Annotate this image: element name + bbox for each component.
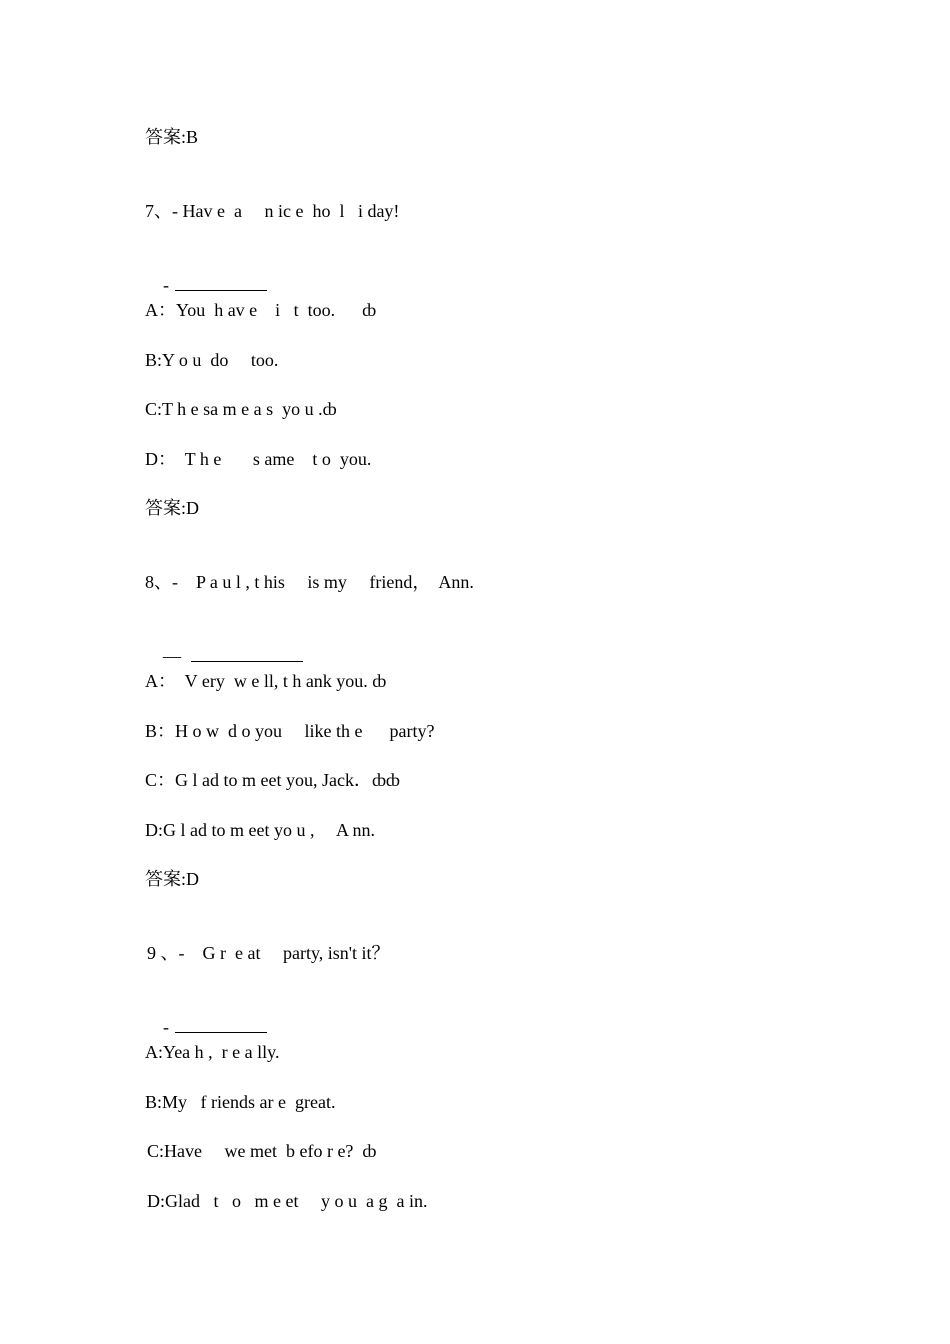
question-8-option-b: B：H o w d o you like th e party? xyxy=(145,721,435,741)
question-9-option-a: A:Yea h , r e a lly. xyxy=(145,1042,280,1062)
question-9-option-d: D:Glad t o m e et y o u a g a in. xyxy=(147,1191,428,1211)
question-9-option-b: B:My f riends ar e great. xyxy=(145,1092,336,1112)
answer-6: 答案:B xyxy=(145,127,199,147)
dash: - xyxy=(163,275,169,295)
question-7-option-b: B:Y o u do too. xyxy=(145,350,279,370)
question-9-option-c: C:Have we met b efo r e? ȸ xyxy=(147,1141,377,1161)
question-7-option-c: C:T h e sa m e a s yo u .ȸ xyxy=(145,399,337,419)
question-7-option-a: A：You h av e i t too. ȸ xyxy=(145,300,377,320)
answer-8: 答案:D xyxy=(145,869,199,889)
dash: — xyxy=(163,646,181,666)
answer-blank xyxy=(191,647,303,662)
question-8-option-d: D:G l ad to m eet yo u , A nn. xyxy=(145,820,375,840)
question-9: 9 、- G r e at party, isn't it？ xyxy=(147,943,390,963)
question-8-option-a: A： V ery w e ll, t h ank you. ȸ xyxy=(145,671,387,691)
question-8: 8、- P a u l , t his is my friend， Ann. xyxy=(145,572,474,592)
question-7-option-d: D： T h e s ame t o you. xyxy=(145,449,372,469)
answer-blank xyxy=(175,1018,267,1033)
answer-7: 答案:D xyxy=(145,498,199,518)
question-7: 7、- Hav e a n ic e ho l i day! xyxy=(145,201,400,221)
dash: - xyxy=(163,1017,169,1037)
answer-blank xyxy=(175,276,267,291)
question-8-option-c: C：G l ad to m eet you, Jack．ȸȸ xyxy=(145,770,400,790)
